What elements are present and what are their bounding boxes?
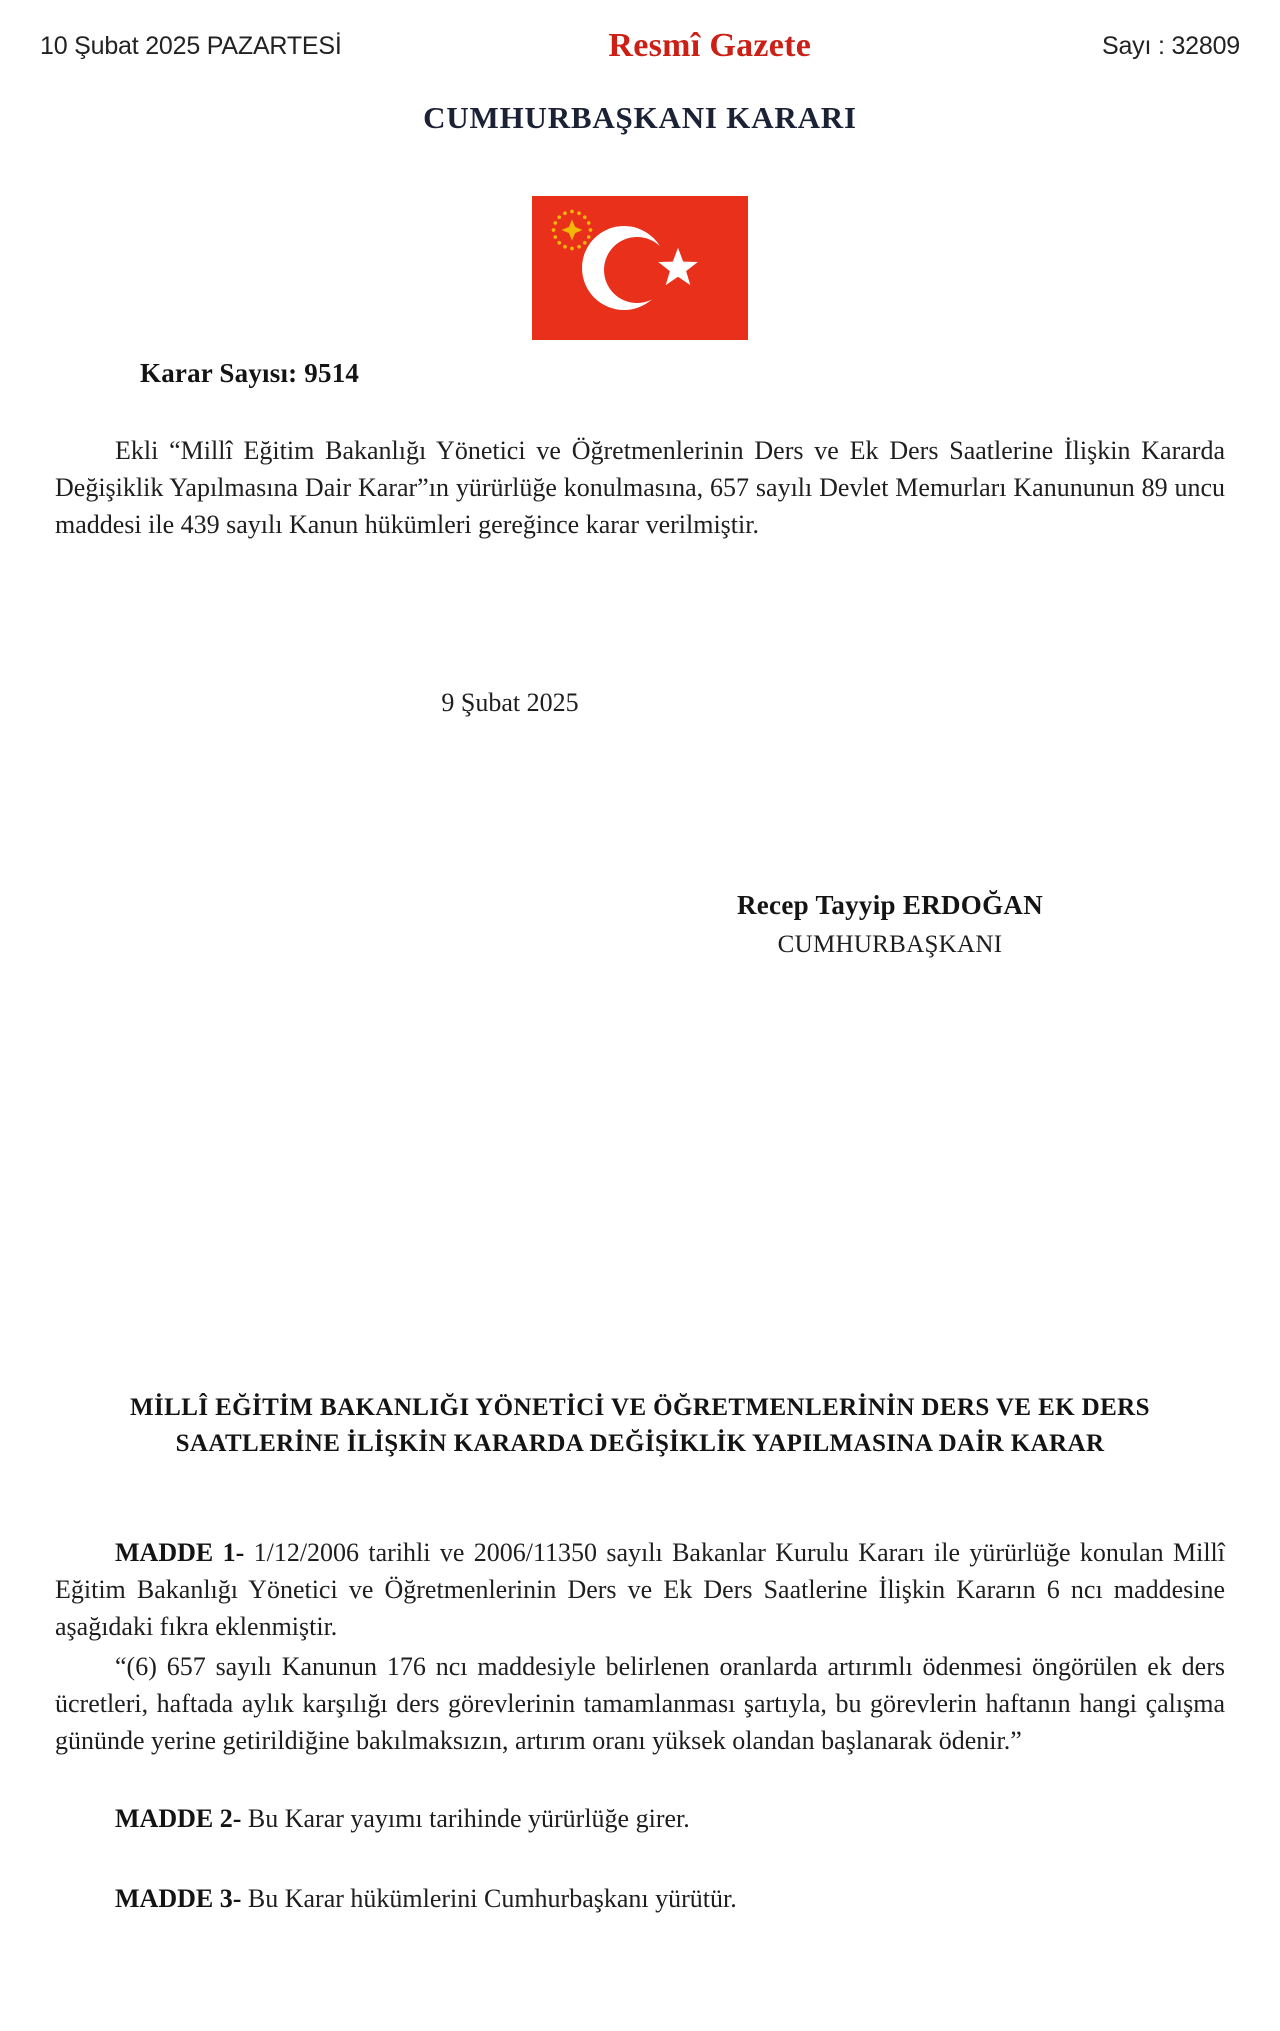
- signatory-name: Recep Tayyip ERDOĞAN: [736, 890, 1044, 920]
- article-quoted-clause: [55, 1648, 1225, 1759]
- publication-date: 10 Şubat 2025 PAZARTESİ: [40, 31, 342, 60]
- gazette-title: Resmî Gazete: [608, 27, 812, 64]
- article-text: Bu Karar hükümlerini Cumhurbaşkanı yürütür.: [241, 1884, 737, 1913]
- decision-number: Karar Sayısı: 9514: [140, 358, 360, 388]
- issue-number: Sayı : 32809: [1102, 31, 1240, 60]
- decision-date: 9 Şubat 2025: [441, 688, 579, 717]
- signatory-role: CUMHURBAŞKANI: [777, 931, 1003, 958]
- article-madde-2: [55, 1800, 1225, 1837]
- annex-heading: MİLLÎ EĞİTİM BAKANLIĞI YÖNETİCİ VE ÖĞRETMENLERİNİN DERS VE EK DERS SAATLERİNE İLİŞKİN KARARDA DEĞİŞİKLİK YAPILMASINA DAİR KARAR: [130, 1394, 1150, 1457]
- signature-block: [640, 890, 1140, 959]
- page-title: CUMHURBAŞKANI KARARI: [423, 100, 857, 135]
- article-text: Bu Karar yayımı tarihinde yürürlüğe girer.: [241, 1804, 690, 1833]
- masthead: [40, 24, 1240, 68]
- article-text: 1/12/2006 tarihli ve 2006/11350 sayılı Bakanlar Kurulu Kararı ile yürürlüğe konulan Millî Eğitim Bakanlığı Yönetici ve Öğretmenlerinin Ders ve Ek Ders Saatlerine İlişkin Kararın 6 ncı maddesine aşağıdaki fıkra eklenmiştir.: [55, 1538, 1225, 1641]
- article-label: MADDE 1-: [115, 1538, 245, 1567]
- intro-paragraph: Ekli “Millî Eğitim Bakanlığı Yönetici ve Öğretmenlerinin Ders ve Ek Ders Saatlerine İlişkin Kararda Değişiklik Yapılmasına Dair Karar”ın yürürlüğe konulmasına, 657 sayılı Devlet Memurları Kanununun 89 uncu maddesi ile 439 sayılı Kanun hükümleri gereğince karar verilmiştir.: [55, 436, 1225, 539]
- article-madde-1: [55, 1534, 1225, 1645]
- turkish-flag-icon: [532, 196, 748, 340]
- five-point-star-icon: [656, 246, 700, 290]
- article-madde-3: [55, 1880, 1225, 1917]
- emblem-container: [0, 196, 1280, 340]
- article-label: MADDE 2-: [115, 1804, 242, 1833]
- quoted-clause-text: “(6) 657 sayılı Kanunun 176 ncı maddesiyle belirlenen oranlarda artırımlı ödenmesi öngörülen ek ders ücretleri, haftada aylık karşılığı ders görevlerinin tamamlanması şartıyla, bu görevlerin haftanın hangi çalışma gününde yerine getirildiğine bakılmaksızın, artırım oranı yüksek olandan başlanarak ödenir.”: [55, 1652, 1225, 1755]
- sixteen-point-sun-icon: [550, 208, 594, 252]
- article-label: MADDE 3-: [115, 1884, 242, 1913]
